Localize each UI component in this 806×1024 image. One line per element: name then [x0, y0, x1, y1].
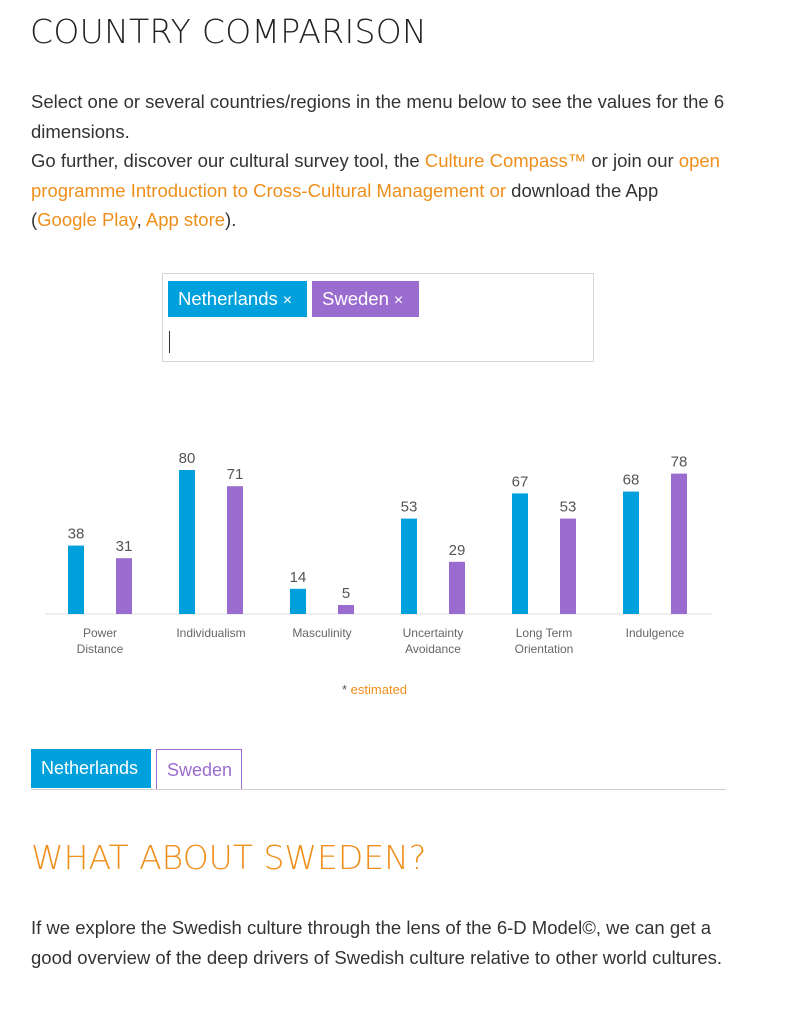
chip-netherlands-label: Netherlands — [178, 288, 278, 309]
data-label-netherlands-0: 38 — [67, 525, 85, 543]
category-label-5-0: Indulgence — [625, 626, 685, 640]
app-store-link[interactable]: App store — [145, 209, 226, 230]
paren-close: ). — [225, 209, 237, 230]
category-label-4-1: Orientation — [514, 642, 574, 656]
chip-sweden[interactable] — [312, 281, 419, 317]
bar-sweden-3 — [449, 562, 465, 614]
page-title: COUNTRY COMPARISON — [30, 12, 428, 51]
estimated-footnote — [342, 682, 407, 697]
category-label-0-0: Power — [82, 626, 118, 640]
category-label-0-1: Distance — [76, 642, 124, 656]
data-label-netherlands-1: 80 — [178, 450, 196, 467]
category-label-3-1: Avoidance — [405, 642, 461, 656]
data-label-sweden-0: 31 — [115, 538, 133, 556]
comma: , — [136, 209, 146, 230]
tab-sweden[interactable]: Sweden — [156, 749, 242, 789]
intro-text — [31, 87, 771, 235]
category-label-3-0: Uncertainty — [402, 626, 464, 640]
tab-netherlands[interactable]: Netherlands — [31, 749, 151, 788]
bar-sweden-2 — [338, 605, 354, 614]
bar-sweden-1 — [227, 486, 243, 614]
paren-open: ( — [31, 209, 38, 230]
bar-netherlands-4 — [512, 493, 528, 614]
intro-line-1: Select one or several countries/regions in the menu below to see the values for the 6 dimensions. — [31, 91, 725, 142]
intro-line-2-prefix: Go further, discover our cultural survey tool, the — [31, 150, 425, 171]
google-play-link[interactable]: Google Play — [37, 209, 137, 230]
bar-netherlands-5 — [623, 492, 639, 614]
data-label-sweden-3: 29 — [448, 541, 466, 559]
data-label-netherlands-2: 14 — [289, 568, 307, 586]
bar-sweden-5 — [671, 474, 687, 614]
country-tabs — [31, 749, 726, 790]
category-label-2-0: Masculinity — [292, 626, 352, 640]
chip-netherlands[interactable] — [168, 281, 307, 317]
culture-compass-link[interactable]: Culture Compass™ — [424, 150, 587, 171]
bar-sweden-4 — [560, 519, 576, 614]
bar-netherlands-3 — [401, 519, 417, 614]
intro-line-2-suffix: download the App — [506, 179, 659, 201]
category-label-4-0: Long Term — [515, 626, 573, 640]
data-label-sweden-4: 53 — [559, 498, 577, 516]
text-cursor[interactable] — [169, 331, 170, 353]
section-body: If we explore the Swedish culture through the lens of the 6-D Model©, we can get a good overview of the deep drivers of Swedish culture relative to other world cultures. — [31, 917, 723, 968]
bar-netherlands-1 — [179, 470, 195, 614]
category-label-1-0: Individualism — [176, 626, 246, 640]
bar-netherlands-0 — [68, 546, 84, 614]
remove-sweden-icon[interactable]: × — [393, 292, 404, 309]
open-programme-link[interactable]: open programme Introduction to Cross-Cultural Management or — [31, 150, 720, 201]
bar-sweden-0 — [116, 558, 132, 614]
chip-sweden-label: Sweden — [322, 288, 389, 309]
remove-netherlands-icon[interactable]: × — [282, 292, 293, 309]
bar-netherlands-2 — [290, 589, 306, 614]
footnote-text: estimated — [350, 682, 408, 697]
data-label-sweden-1: 71 — [226, 466, 244, 484]
country-selector[interactable] — [162, 273, 594, 362]
data-label-sweden-5: 78 — [670, 453, 688, 471]
dimension-chart — [0, 430, 806, 670]
intro-line-2-mid: or join our — [586, 150, 679, 171]
data-label-sweden-2: 5 — [341, 585, 351, 602]
data-label-netherlands-5: 68 — [622, 471, 640, 489]
footnote-asterisk: * — [342, 682, 351, 697]
section-title: WHAT ABOUT SWEDEN? — [31, 838, 427, 877]
data-label-netherlands-3: 53 — [400, 498, 418, 516]
data-label-netherlands-4: 67 — [511, 473, 529, 491]
